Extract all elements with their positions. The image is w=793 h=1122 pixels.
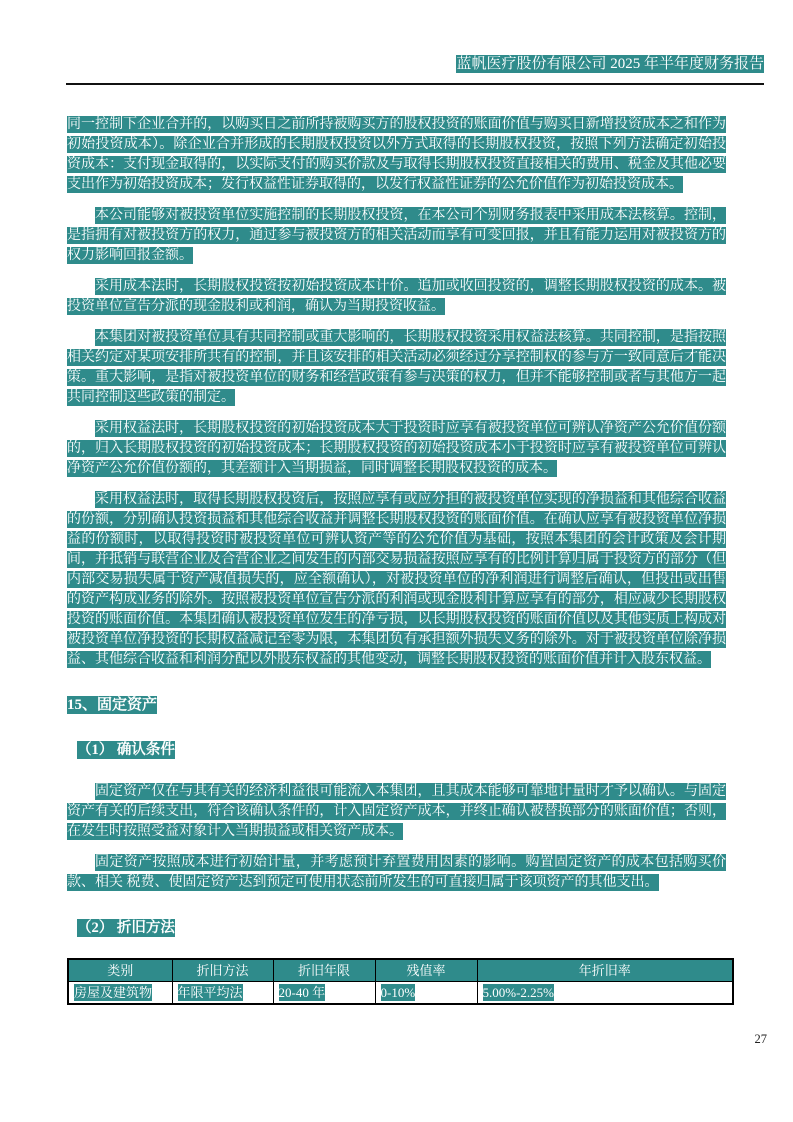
paragraph — [67, 419, 726, 479]
page-number: 27 — [754, 1032, 767, 1046]
paragraph — [67, 115, 726, 195]
document-body — [67, 115, 726, 1005]
paragraph-text: 固定资产按照成本进行初始计量，并考虑预计弃置费用因素的影响。购置固定资产的成本包括购买价款、相关 税费、使固定资产达到预定可使用状态前所发生的可直接归属于该项资产的其他支出。 — [67, 855, 726, 890]
paragraph — [67, 328, 726, 408]
subsection-heading-depreciation — [77, 918, 726, 938]
paragraph — [67, 277, 726, 317]
depreciation-table — [67, 958, 734, 1005]
table-cell-years — [273, 982, 375, 1005]
subsection-heading-text: （1） 确认条件 — [77, 742, 175, 758]
table-header-annual-rate: 年折旧率 — [477, 959, 733, 982]
paragraph-text: 采用权益法时，取得长期股权投资后，按照应享有或应分担的被投资单位实现的净损益和其他综合收益的份额，分别确认投资损益和其他综合收益并调整长期股权投资的账面价值。在确认应享有被投资单位净损益的份额时，以取得投资时被投资单位可辨认资产等的公允价值为基础，按照本集团的会计政策及会计期间，并抵销与联营企业及合营企业之间发生的内部交易损益按照应享有的比例计算归属于投资方的部分（但内部交易损失属于资产减值损失的，应全额确认），对被投资单位的净利润进行调整后确认，但投出或出售的资产构成业务的除外。按照被投资单位宣告分派的利润或现金股利计算应享有的部分，相应减少长期股权投资的账面价值。本集团确认被投资单位发生的净亏损，以长期股权投资的账面价值以及其他实质上构成对被投资单位净投资的长期权益减记至零为限，本集团负有承担额外损失义务的除外。对于被投资单位除净损益、其他综合收益和利润分配以外股东权益的其他变动，调整长期股权投资的账面价值并计入股东权益。 — [67, 492, 726, 667]
cell-text: 0-10% — [380, 984, 416, 1000]
cell-text: 5.00%-2.25% — [482, 984, 554, 1000]
paragraph-text: 本公司能够对被投资单位实施控制的长期股权投资，在本公司个别财务报表中采用成本法核算。控制，是指拥有对被投资方的权力，通过参与被投资方的相关活动而享有可变回报，并且有能力运用对被投资方的权力影响回报金额。 — [67, 208, 726, 263]
paragraph — [67, 490, 726, 670]
table-header-residual-rate: 残值率 — [375, 959, 477, 982]
paragraph-text: 固定资产仅在与其有关的经济利益很可能流入本集团，且其成本能够可靠地计量时才予以确认。与固定资产有关的后续支出，符合该确认条件的，计入固定资产成本，并终止确认被替换部分的账面价值；否则，在发生时按照受益对象计入当期损益或相关资产成本。 — [67, 784, 726, 839]
table-cell-category — [68, 982, 172, 1005]
paragraph-text: 采用权益法时，长期股权投资的初始投资成本大于投资时应享有被投资单位可辨认净资产公允价值份额的，归入长期股权投资的初始投资成本；长期股权投资的初始投资成本小于投资时应享有被投资单位可辨认净资产公允价值份额的，其差额计入当期损益，同时调整长期股权投资的成本。 — [67, 421, 726, 476]
section-heading-fixed-assets — [67, 695, 726, 715]
paragraph-text: 本集团对被投资单位具有共同控制或重大影响的，长期股权投资采用权益法核算。共同控制，是指按照相关约定对某项安排所共有的控制，并且该安排的相关活动必须经过分享控制权的参与方一致同意后才能决策。重大影响，是指对被投资单位的财务和经营政策有参与决策的权力，但并不能够控制或者与其他方一起共同控制这些政策的制定。 — [67, 330, 726, 405]
paragraph-text: 采用成本法时，长期股权投资按初始投资成本计价。追加或收回投资的，调整长期股权投资的成本。被投资单位宣告分派的现金股利或利润，确认为当期投资收益。 — [67, 279, 726, 314]
section-heading-text: 15、固定资产 — [67, 697, 158, 713]
subsection-heading-recognition — [77, 740, 726, 760]
subsection-heading-text: （2） 折旧方法 — [77, 920, 175, 936]
table-cell-residual-rate — [375, 982, 477, 1005]
table-row — [68, 982, 733, 1005]
header-rule — [66, 83, 764, 85]
cell-text: 20-40 年 — [278, 984, 326, 1000]
cell-text: 年限平均法 — [177, 984, 243, 1000]
table-cell-annual-rate — [477, 982, 733, 1005]
table-header-category: 类别 — [68, 959, 172, 982]
paragraph — [67, 782, 726, 842]
table-header-method: 折旧方法 — [172, 959, 273, 982]
table-cell-method — [172, 982, 273, 1005]
paragraph — [67, 853, 726, 893]
paragraph-text: 同一控制下企业合并的，以购买日之前所持被购买方的股权投资的账面价值与购买日新增投资成本之和作为初始投资成本）。除企业合并形成的长期股权投资以外方式取得的长期股权投资，按照下列方法确定初始投资成本：支付现金取得的，以实际支付的购买价款及与取得长期股权投资直接相关的费用、税金及其他必要支出作为初始投资成本；发行权益性证券取得的，以发行权益性证券的公允价值作为初始投资成本。 — [67, 117, 726, 192]
paragraph — [67, 206, 726, 266]
cell-text: 房屋及建筑物 — [74, 984, 153, 1000]
table-header-years: 折旧年限 — [273, 959, 375, 982]
table-header-row — [68, 959, 733, 982]
page-header-title: 蓝帆医疗股份有限公司 2025 年半年度财务报告 — [456, 56, 764, 72]
page-header — [66, 0, 764, 74]
